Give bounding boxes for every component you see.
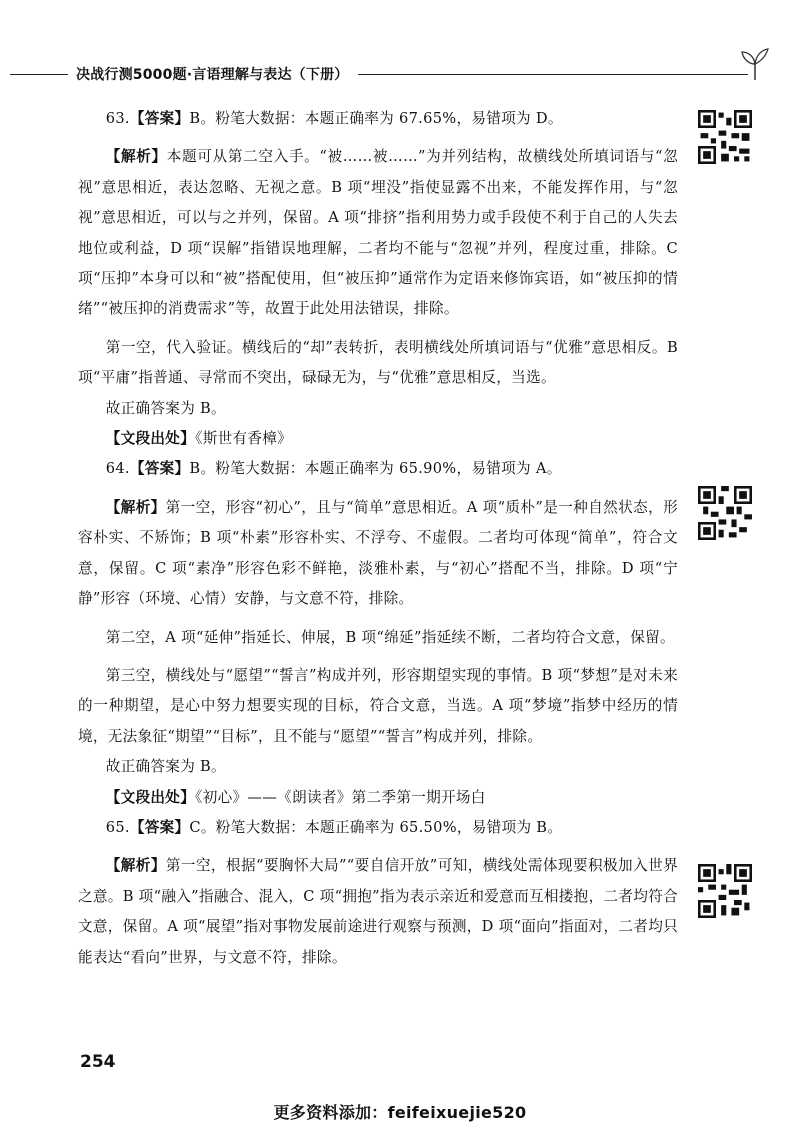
source-line: 【文段出处】《初心》——《朗读者》第二季第一期开场白 [105,788,486,806]
answer-line: 63.【答案】B。粉笔大数据：本题正确率为 67.65%，易错项为 D。 [105,110,563,127]
paragraph: 故正确答案为 B。 [105,399,226,417]
analysis-tag: 【解析】 [105,857,166,875]
analysis-paragraph: 【解析】第一空，形容“初心”，且与“简单”意思相近。A 项“质朴”是一种自然状态，形容朴实、不矫饰；B 项“朴素”形容朴实、不浮夸、不虚假。二者均可体现“简单”，符合文意，保留。C 项“素净”形容色彩不鲜艳，淡雅朴素，与“初心”搭配不当，排除。D 项“宁静”形容（环境、心情）安静，与文意不符，排除。 [78,498,678,608]
answer-tag: 【答案】 [129,818,190,836]
paragraph: 第一空，代入验证。横线后的“却”表转折，表明横线处所填词语与“优雅”意思相反。B 项“平庸”指普通、寻常而不突出，碌碌无为，与“优雅”意思相反，当选。 [78,338,678,387]
analysis-tag: 【解析】 [105,498,166,516]
answer-explanations [78,104,678,973]
analysis-paragraph: 【解析】本题可从第二空入手。“被……被……”为并列结构，故横线处所填词语与“忽视”意思相近，表达忽略、无视之意。B 项“埋没”指使显露不出来，不能发挥作用，与“忽视”意思相近，可以与之并列，保留。A 项“排挤”指利用势力或手段使不利于自己的人失去地位或利益，D 项“误解”指错误地理解，二者均不能与“忽视”并列，程度过重，排除。C 项“压抑”本身可以和“被”搭配使用，但“被压抑”通常作为定语来修饰宾语，如“被压抑的情绪”“被压抑的消费需求”等，故置于此处用法错误，排除。 [78,148,679,318]
source-tag: 【文段出处】 [105,788,196,806]
paragraph: 第二空，A 项“延伸”指延长、伸展，B 项“绵延”指延续不断，二者均符合文意，保留。 [105,628,675,646]
qr-code-icon [698,864,752,918]
sprout-icon [738,42,772,82]
answer-tag: 【答案】 [129,460,190,478]
answer-line: 65.【答案】C。粉笔大数据：本题正确率为 65.50%，易错项为 B。 [105,818,563,836]
source-line: 【文段出处】《斯世有香樟》 [105,430,293,448]
source-tag: 【文段出处】 [105,430,196,448]
answer-line: 64.【答案】B。粉笔大数据：本题正确率为 65.90%，易错项为 A。 [105,460,562,478]
paragraph: 第三空，横线处与“愿望”“誓言”构成并列，形容期望实现的事情。B 项“梦想”是对未来的一种期望，是心中努力想要实现的目标，符合文意，当选。A 项“梦境”指梦中经历的情境，无法象征“期望”“目标”，且不能与“愿望”“誓言”构成并列，排除。 [78,666,678,745]
header-rule-left [10,74,68,75]
qr-code-icon [698,486,752,540]
qr-code-icon [698,110,752,164]
header-rule-right [358,74,748,75]
footer-note: 更多资料添加：feifeixuejie520 [273,1103,527,1122]
book-title: 决战行测5000题·言语理解与表达（下册） [76,67,349,83]
analysis-tag: 【解析】 [105,148,167,166]
running-header [0,58,800,90]
paragraph: 故正确答案为 B。 [105,758,226,776]
analysis-paragraph: 【解析】第一空，根据“要胸怀大局”“要自信开放”可知，横线处需体现要积极加入世界之意。B 项“融入”指融合、混入，C 项“拥抱”指为表示亲近和爱意而互相搂抱，二者均符合文意，保留。A 项“展望”指对事物发展前途进行观察与预测，D 项“面向”指面对，二者均只能表达“看向”世界，与文意不符，排除。 [78,857,678,966]
page-number: 254 [80,1052,116,1072]
answer-tag: 【答案】 [129,110,190,127]
